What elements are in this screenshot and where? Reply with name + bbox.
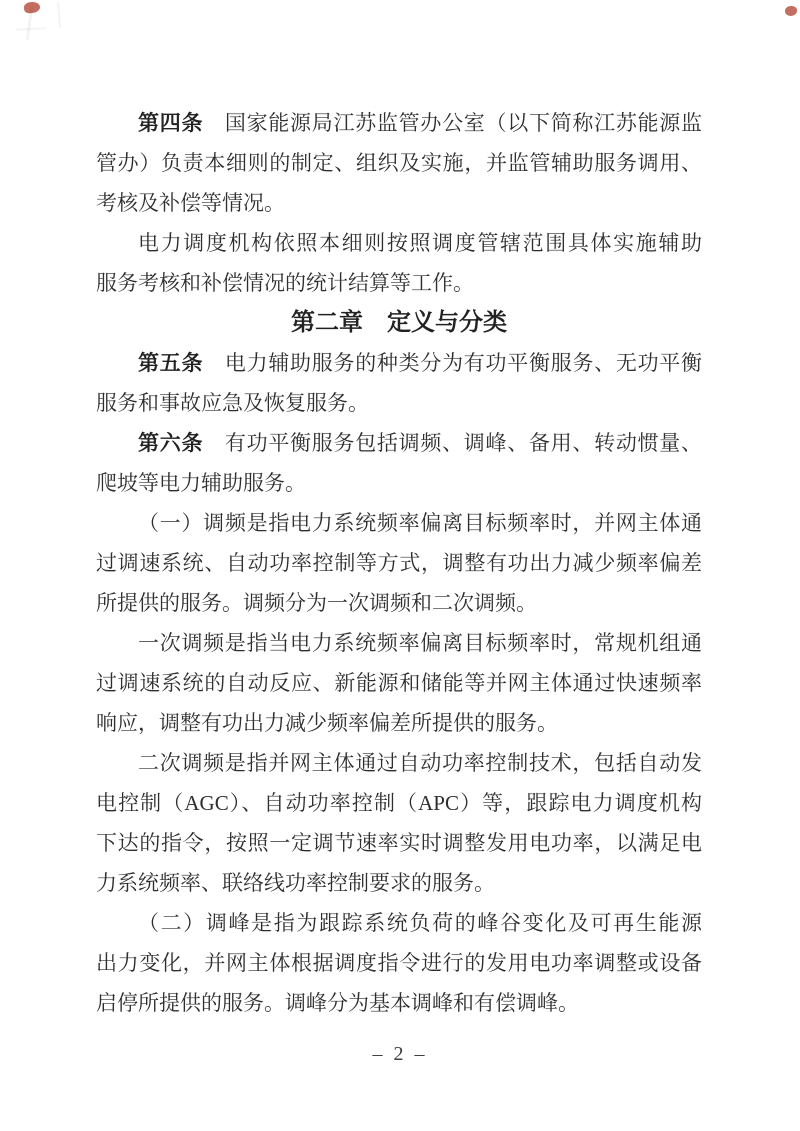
text-line-content: 响应，调整有功出力减少频率偏差所提供的服务。 <box>96 711 558 735</box>
text-line <box>96 903 702 943</box>
text-line-content: 考核及补偿等情况。 <box>96 191 285 215</box>
text-line <box>96 503 702 543</box>
text-line <box>96 183 702 223</box>
text-line <box>96 223 702 263</box>
text-line <box>96 143 702 183</box>
article-number-label: 第四条 <box>138 112 204 135</box>
chapter-heading-label: 第二章 定义与分类 <box>291 309 507 336</box>
text-line <box>96 623 702 663</box>
text-line-content: 电控制（AGC）、自动功率控制（APC）等，跟踪电力调度机构 <box>96 791 702 815</box>
text-line <box>96 663 702 703</box>
text-line-content: （二）调峰是指为跟踪系统负荷的峰谷变化及可再生能源 <box>138 911 702 935</box>
text-line-content: 力系统频率、联络线功率控制要求的服务。 <box>96 871 495 895</box>
scan-smudge <box>16 27 46 31</box>
text-line <box>96 783 702 823</box>
article-number-label: 第六条 <box>138 432 204 455</box>
text-line-content: 服务和事故应急及恢复服务。 <box>96 391 369 415</box>
text-line <box>96 343 702 383</box>
text-line-content: 过调速系统、自动功率控制等方式，调整有功出力减少频率偏差 <box>96 551 702 575</box>
text-line <box>96 703 702 743</box>
text-line-content: 下达的指令，按照一定调节速率实时调整发用电功率，以满足电 <box>96 831 702 855</box>
text-line <box>96 543 702 583</box>
text-line-content: 电力调度机构依照本细则按照调度管辖范围具体实施辅助 <box>138 231 702 255</box>
red-stamp-artifact-top-right <box>785 5 798 16</box>
text-line-content: 有功平衡服务包括调频、调峰、备用、转动惯量、 <box>203 431 703 455</box>
text-line <box>96 983 702 1023</box>
text-line-content: （一）调频是指电力系统频率偏离目标频率时，并网主体通 <box>138 511 702 535</box>
text-line <box>96 423 702 463</box>
article-number-label: 第五条 <box>138 352 204 375</box>
text-line-content: 所提供的服务。调频分为一次调频和二次调频。 <box>96 591 537 615</box>
text-line-content: 过调速系统的自动反应、新能源和储能等并网主体通过快速频率 <box>96 671 702 695</box>
text-line <box>96 263 702 303</box>
text-line-content: 管办）负责本细则的制定、组织及实施，并监管辅助服务调用、 <box>96 151 702 175</box>
text-line <box>96 383 702 423</box>
text-line-content: 启停所提供的服务。调峰分为基本调峰和有偿调峰。 <box>96 991 579 1015</box>
text-line <box>96 103 702 143</box>
scan-smudge <box>57 2 61 28</box>
page-number: – 2 – <box>372 1043 428 1065</box>
document-body <box>96 103 702 1023</box>
text-line <box>96 463 702 503</box>
text-line-content: 服务考核和补偿情况的统计结算等工作。 <box>96 271 474 295</box>
text-line <box>96 583 702 623</box>
text-line <box>96 823 702 863</box>
text-line <box>96 863 702 903</box>
text-line-content: 爬坡等电力辅助服务。 <box>96 471 306 495</box>
text-line <box>96 943 702 983</box>
text-line-content: 二次调频是指并网主体通过自动功率控制技术，包括自动发 <box>138 751 702 775</box>
text-line-content: 出力变化，并网主体根据调度指令进行的发用电功率调整或设备 <box>96 951 702 975</box>
text-line-content: 一次调频是指当电力系统频率偏离目标频率时，常规机组通 <box>138 631 702 655</box>
text-line-content: 电力辅助服务的种类分为有功平衡服务、无功平衡 <box>203 351 703 375</box>
chapter-heading <box>96 303 702 343</box>
text-line-content: 国家能源局江苏监管办公室（以下简称江苏能源监 <box>203 111 703 135</box>
text-line <box>96 743 702 783</box>
